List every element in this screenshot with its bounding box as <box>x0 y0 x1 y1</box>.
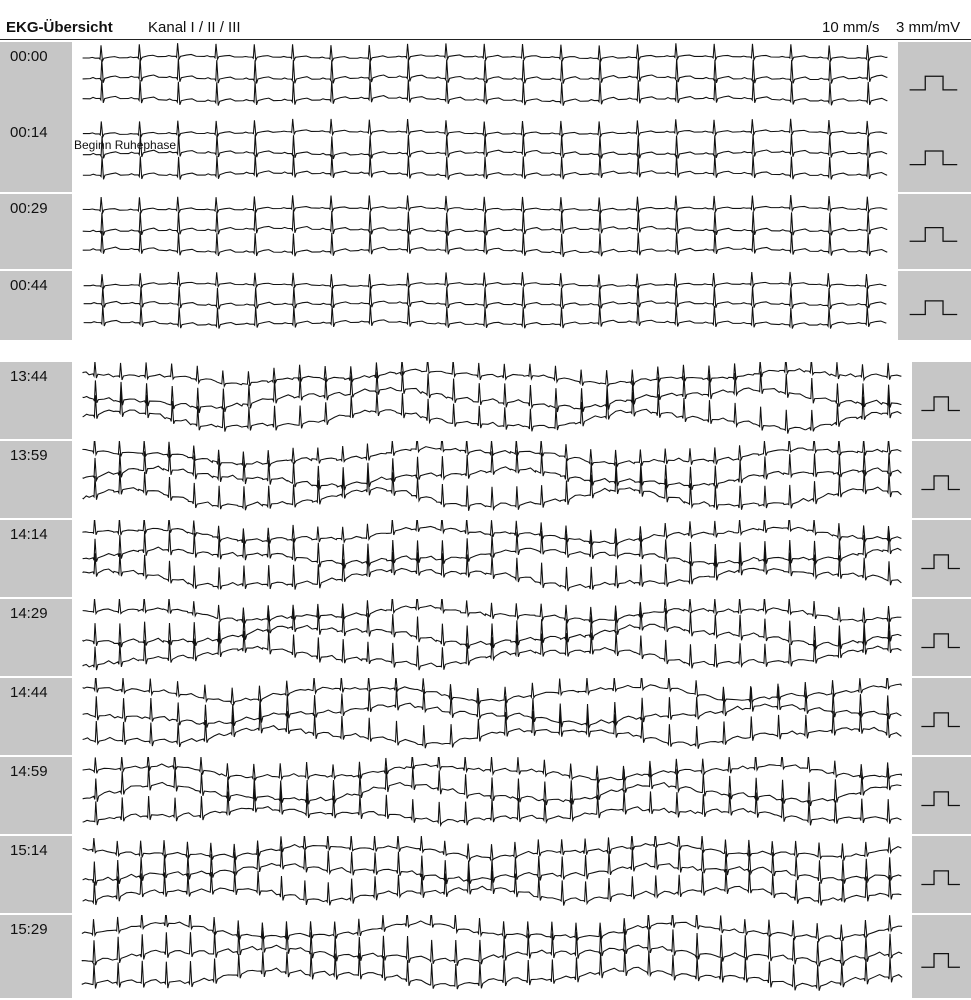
ecg-waveform <box>72 42 898 118</box>
strip-time-label: 00:14 <box>0 118 72 192</box>
ecg-strip <box>0 362 971 441</box>
report-title: EKG-Übersicht <box>6 19 113 36</box>
ecg-lead-trace <box>83 79 888 106</box>
calibration-box <box>898 194 971 269</box>
ecg-strip <box>0 118 971 194</box>
calibration-box <box>912 362 971 439</box>
strip-time-label: 13:59 <box>0 441 72 518</box>
ecg-waveform <box>72 118 898 192</box>
calibration-pulse-path <box>921 713 960 727</box>
ecg-panel-rest <box>0 42 971 342</box>
strip-time-label: 15:29 <box>0 915 72 998</box>
ecg-waveform <box>72 520 912 597</box>
calibration-pulse-icon <box>912 915 971 998</box>
calibration-box <box>912 520 971 597</box>
calibration-box <box>912 915 971 998</box>
calibration-pulse-path <box>921 476 960 490</box>
ecg-lead-trace <box>84 305 887 329</box>
ecg-lead-trace <box>83 450 902 490</box>
ecg-strip <box>0 520 971 599</box>
ecg-strip <box>0 757 971 836</box>
calibration-pulse-icon <box>912 599 971 676</box>
calibration-pulse-path <box>910 151 958 165</box>
calibration-pulse-path <box>921 397 960 411</box>
ecg-lead-trace <box>83 58 888 83</box>
ecg-lead-trace <box>83 195 888 213</box>
calibration-pulse-icon <box>912 362 971 439</box>
calibration-pulse-icon <box>912 441 971 518</box>
ecg-lead-trace <box>83 362 902 386</box>
ecg-lead-trace <box>82 915 902 941</box>
calibration-box <box>898 42 971 118</box>
calibration-box <box>912 757 971 834</box>
ecg-lead-trace <box>83 470 902 511</box>
strip-time-label: 14:44 <box>0 678 72 755</box>
calibration-pulse-icon <box>898 118 971 192</box>
ecg-waveform <box>72 757 912 834</box>
ecg-lead-trace <box>83 599 902 624</box>
ecg-panel-exercise <box>0 362 971 1000</box>
ecg-lead-trace <box>83 155 887 180</box>
ecg-waveform <box>72 915 912 998</box>
paper-speed: 10 mm/s <box>822 19 880 36</box>
ecg-strip <box>0 271 971 342</box>
ecg-waveform <box>72 678 912 755</box>
ecg-strip <box>0 599 971 678</box>
calibration-pulse-path <box>910 228 958 242</box>
event-annotation: Beginn Ruhephase <box>74 138 177 152</box>
ecg-lead-trace <box>84 272 887 289</box>
ecg-lead-trace <box>83 869 902 906</box>
strip-time-label: 00:29 <box>0 194 72 269</box>
strip-time-label: 14:14 <box>0 520 72 597</box>
calibration-box <box>898 271 971 340</box>
ecg-lead-trace <box>83 231 888 257</box>
ecg-waveform <box>72 441 912 518</box>
calibration-pulse-icon <box>912 836 971 913</box>
calibration-pulse-path <box>921 792 960 806</box>
channel-labels: Kanal I / II / III <box>148 19 241 36</box>
calibration-pulse-path <box>910 301 958 315</box>
calibration-pulse-path <box>921 954 960 968</box>
strip-time-label: 15:14 <box>0 836 72 913</box>
ecg-lead-trace <box>83 392 902 434</box>
calibration-pulse-path <box>921 555 960 569</box>
ecg-strip <box>0 836 971 915</box>
ecg-waveform <box>72 271 898 340</box>
ecg-lead-trace <box>83 836 902 861</box>
calibration-pulse-icon <box>912 757 971 834</box>
ecg-lead-trace <box>83 43 888 61</box>
ecg-lead-trace <box>83 134 887 159</box>
calibration-pulse-icon <box>898 194 971 269</box>
ecg-waveform <box>72 362 912 439</box>
ecg-strip <box>0 194 971 271</box>
calibration-box <box>912 441 971 518</box>
calibration-pulse-icon <box>912 678 971 755</box>
ecg-waveform <box>72 836 912 913</box>
amplitude-gain: 3 mm/mV <box>896 19 961 36</box>
calibration-box <box>912 678 971 755</box>
report-header <box>0 0 971 40</box>
calibration-pulse-path <box>921 871 960 885</box>
calibration-pulse-icon <box>912 520 971 597</box>
calibration-pulse-path <box>921 634 960 648</box>
calibration-box <box>898 118 971 192</box>
ecg-waveform <box>72 599 912 676</box>
ecg-lead-trace <box>84 286 887 309</box>
ecg-lead-trace <box>83 789 902 826</box>
calibration-pulse-icon <box>898 42 971 118</box>
calibration-box <box>912 599 971 676</box>
ecg-strip <box>0 441 971 520</box>
strip-time-label: 13:44 <box>0 362 72 439</box>
calibration-box <box>912 836 971 913</box>
strip-time-label: 00:00 <box>0 42 72 118</box>
ecg-strip <box>0 915 971 1000</box>
calibration-pulse-icon <box>898 271 971 340</box>
strip-time-label: 14:59 <box>0 757 72 834</box>
strip-time-label: 00:44 <box>0 271 72 340</box>
ecg-waveform <box>72 194 898 269</box>
strip-time-label: 14:29 <box>0 599 72 676</box>
ecg-lead-trace <box>83 371 902 413</box>
ecg-strip <box>0 678 971 757</box>
calibration-pulse-path <box>910 76 958 90</box>
